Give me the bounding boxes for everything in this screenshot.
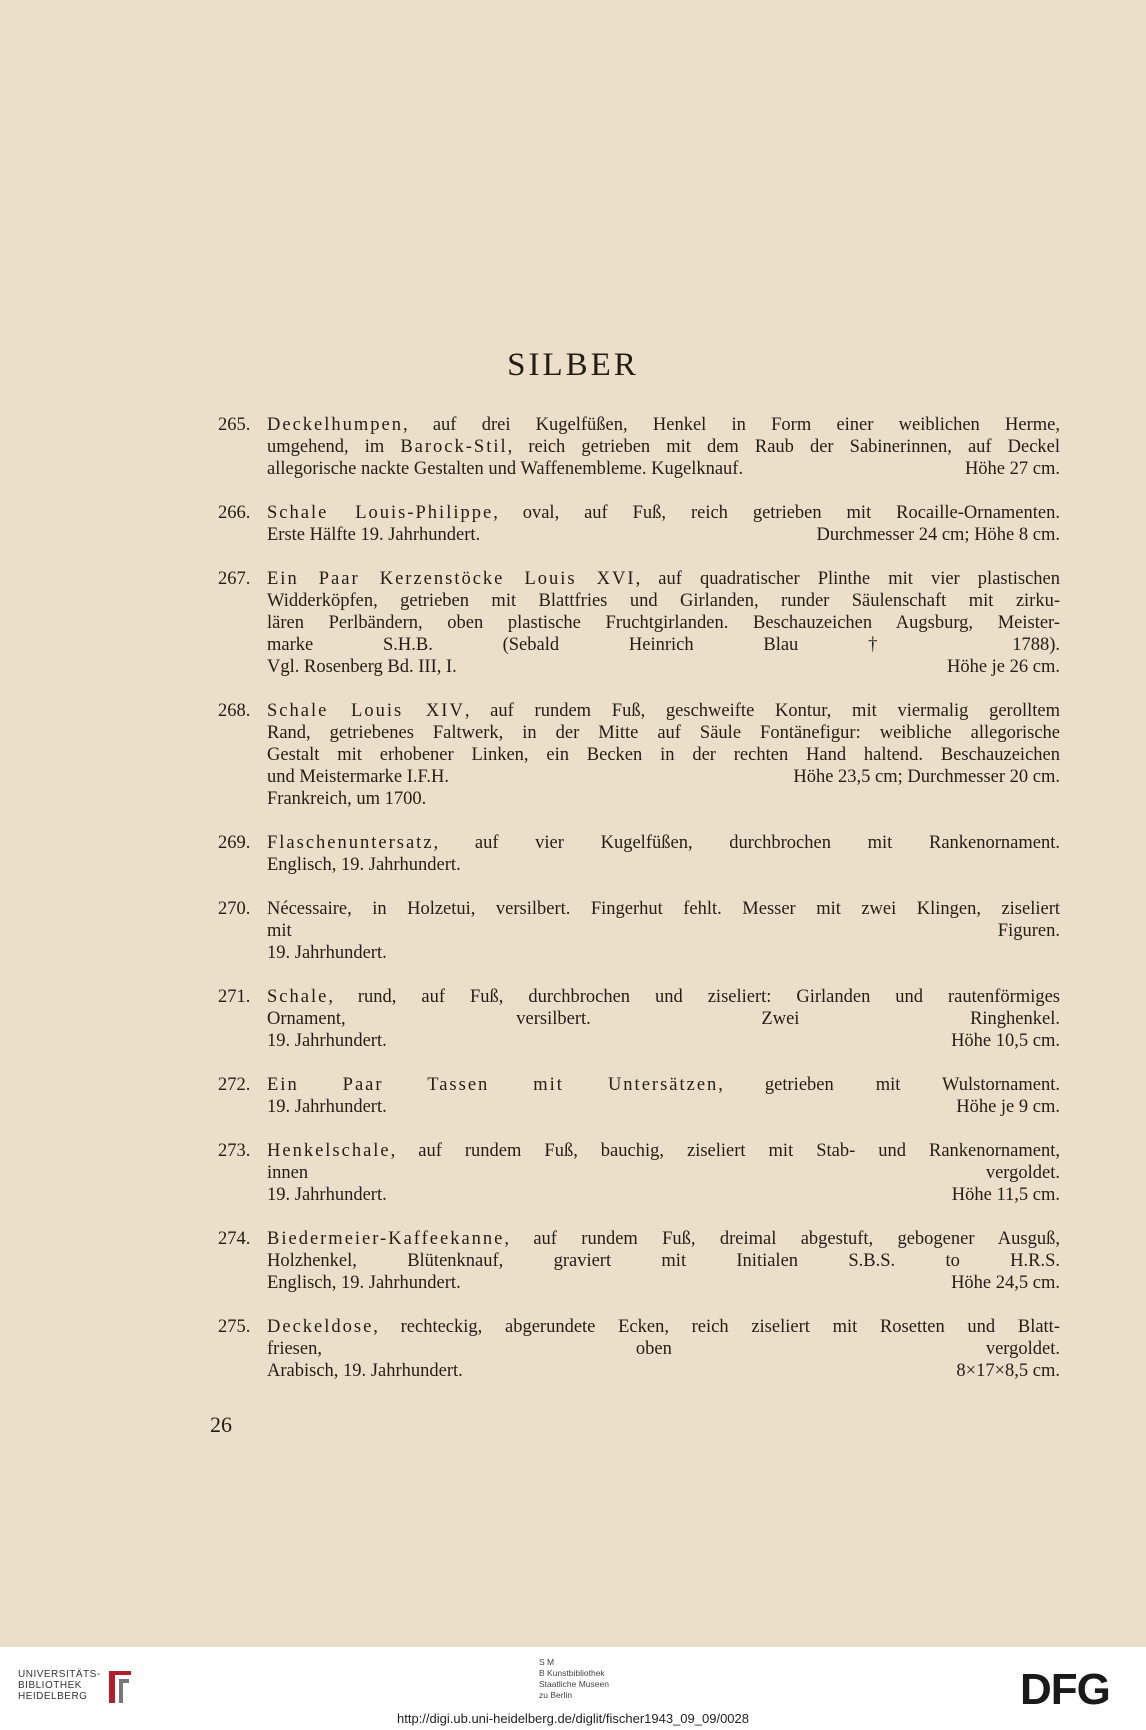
entry-dimensions: Höhe 10,5 cm. bbox=[951, 1031, 1060, 1051]
entry-line: friesen, oben vergoldet. bbox=[267, 1339, 1060, 1359]
entry-origin-text: allegorische nackte Gestalten und Waffenembleme. Kugelknauf. bbox=[267, 459, 744, 479]
catalog-entry bbox=[218, 414, 1060, 480]
entry-origin-text: 19. Jahrhundert. bbox=[267, 1031, 387, 1051]
entry-line: Deckelhumpen, auf drei Kugelfüßen, Henkel in Form einer weiblichen Herme, bbox=[267, 415, 1060, 435]
entry-origin-text: Englisch, 19. Jahrhundert. bbox=[267, 1273, 461, 1293]
entry-body bbox=[267, 1316, 1060, 1382]
entry-dimensions: Durchmesser 24 cm; Höhe 8 cm. bbox=[816, 525, 1060, 545]
smb-label bbox=[539, 1657, 609, 1701]
entry-number: 270. bbox=[218, 899, 251, 919]
entry-line: 19. Jahrhundert. bbox=[267, 943, 387, 963]
entry-title: Deckelhumpen bbox=[267, 415, 403, 435]
entry-origin-text: und Meistermarke I.F.H. bbox=[267, 767, 449, 787]
entry-line: umgehend, im Barock-Stil, reich getrieben mit dem Raub der Sabinerinnen, auf Deckel bbox=[267, 437, 1061, 457]
entry-line: Englisch, 19. Jahrhundert. bbox=[267, 855, 461, 875]
dfg-logo: DFG bbox=[1020, 1665, 1110, 1714]
entry-dimensions: Höhe 24,5 cm. bbox=[951, 1273, 1060, 1293]
entry-body bbox=[267, 832, 1060, 876]
entry-line: Nécessaire, in Holzetui, versilbert. Fingerhut fehlt. Messer mit zwei Klingen, ziseliert bbox=[267, 899, 1060, 919]
catalog-entry bbox=[218, 568, 1060, 678]
entry-line: Gestalt mit erhobener Linken, ein Becken in der rechten Hand haltend. Beschauzeichen bbox=[267, 745, 1060, 765]
entry-dimensions: Höhe je 9 cm. bbox=[956, 1097, 1060, 1117]
entry-line: Holzhenkel, Blütenknauf, graviert mit Initialen S.B.S. to H.R.S. bbox=[267, 1251, 1060, 1271]
entry-title: Schale Louis-Philippe bbox=[267, 503, 494, 523]
entry-body bbox=[267, 1074, 1060, 1118]
entry-line-with-dimensions bbox=[267, 1096, 1060, 1118]
entry-line: innen vergoldet. bbox=[267, 1163, 1060, 1183]
entry-number: 265. bbox=[218, 415, 251, 435]
entry-title: Henkelschale bbox=[267, 1141, 391, 1161]
entry-body bbox=[267, 502, 1060, 546]
entry-line-with-dimensions bbox=[267, 1272, 1060, 1294]
ub-logo-icon bbox=[105, 1667, 135, 1707]
entry-number: 268. bbox=[218, 701, 251, 721]
ub-line-2: BIBLIOTHEK bbox=[18, 1680, 82, 1691]
entry-line: Frankreich, um 1700. bbox=[267, 789, 427, 809]
entry-number: 272. bbox=[218, 1075, 251, 1095]
entry-body bbox=[267, 700, 1060, 810]
entry-title: Ein Paar Kerzenstöcke Louis XVI bbox=[267, 569, 636, 589]
entry-line: Ein Paar Kerzenstöcke Louis XVI, auf quadratischer Plinthe mit vier plastischen bbox=[267, 569, 1061, 589]
entry-line-with-dimensions bbox=[267, 458, 1060, 480]
catalog-entries bbox=[218, 414, 1060, 1404]
entry-origin-text: Erste Hälfte 19. Jahrhundert. bbox=[267, 525, 481, 545]
entry-line: Biedermeier-Kaffeekanne, auf rundem Fuß, dreimal abgestuft, gebogener Ausguß, bbox=[267, 1229, 1060, 1249]
entry-dimensions: Höhe je 26 cm. bbox=[946, 657, 1060, 677]
catalog-entry bbox=[218, 1074, 1060, 1118]
entry-dimensions: Höhe 11,5 cm. bbox=[951, 1185, 1060, 1205]
entry-line: Rand, getriebenes Faltwerk, in der Mitte auf Säule Fontänefigur: weibliche allegorische bbox=[267, 723, 1060, 743]
entry-origin-text: 19. Jahrhundert. bbox=[267, 1185, 387, 1205]
entry-body bbox=[267, 414, 1060, 480]
entry-line: marke S.H.B. (Sebald Heinrich Blau † 1788). bbox=[267, 635, 1060, 655]
entry-title: Schale Louis XIV bbox=[267, 701, 465, 721]
smb-line-4: zu Berlin bbox=[539, 1690, 573, 1700]
entry-line-with-dimensions bbox=[267, 1030, 1060, 1052]
entry-title: Flaschenuntersatz bbox=[267, 833, 434, 853]
entry-origin-text: 19. Jahrhundert. bbox=[267, 1097, 387, 1117]
entry-number: 271. bbox=[218, 987, 251, 1007]
entry-title: Schale bbox=[267, 987, 329, 1007]
entry-number: 274. bbox=[218, 1229, 251, 1249]
ub-heidelberg-label bbox=[18, 1669, 101, 1702]
section-heading: SILBER bbox=[507, 347, 639, 383]
entry-number: 266. bbox=[218, 503, 251, 523]
catalog-entry bbox=[218, 1228, 1060, 1294]
entry-body bbox=[267, 1140, 1060, 1206]
catalog-entry bbox=[218, 700, 1060, 810]
entry-number: 267. bbox=[218, 569, 251, 589]
entry-line: mit Figuren. bbox=[267, 921, 1060, 941]
entry-line: Widderköpfen, getrieben mit Blattfries und Girlanden, runder Säulenschaft mit zirku- bbox=[267, 591, 1060, 611]
entry-body bbox=[267, 986, 1060, 1052]
catalog-entry bbox=[218, 1140, 1060, 1206]
page-number: 26 bbox=[210, 1412, 232, 1437]
entry-line: Ornament, versilbert. Zwei Ringhenkel. bbox=[267, 1009, 1060, 1029]
entry-origin-text: Arabisch, 19. Jahrhundert. bbox=[267, 1361, 463, 1381]
entry-dimensions: 8×17×8,5 cm. bbox=[956, 1361, 1060, 1381]
entry-line: lären Perlbändern, oben plastische Fruchtgirlanden. Beschauzeichen Augsburg, Meister- bbox=[267, 613, 1060, 633]
entry-line: Flaschenuntersatz, auf vier Kugelfüßen, durchbrochen mit Rankenornament. bbox=[267, 833, 1060, 853]
entry-line-with-dimensions bbox=[267, 524, 1060, 546]
catalog-entry bbox=[218, 898, 1060, 964]
entry-body bbox=[267, 568, 1060, 678]
ub-line-3: HEIDELBERG bbox=[18, 1691, 88, 1702]
entry-line-with-dimensions bbox=[267, 656, 1060, 678]
catalog-entry bbox=[218, 502, 1060, 546]
entry-body bbox=[267, 1228, 1060, 1294]
entry-dimensions: Höhe 23,5 cm; Durchmesser 20 cm. bbox=[793, 767, 1060, 787]
entry-origin-text: Vgl. Rosenberg Bd. III, I. bbox=[267, 657, 457, 677]
entry-line-with-dimensions bbox=[267, 766, 1060, 788]
catalog-entry bbox=[218, 986, 1060, 1052]
entry-dimensions: Höhe 27 cm. bbox=[964, 459, 1060, 479]
entry-number: 273. bbox=[218, 1141, 251, 1161]
ub-line-1: UNIVERSITÄTS- bbox=[18, 1669, 101, 1680]
entry-body bbox=[267, 898, 1060, 964]
smb-line-3: Staatliche Museen bbox=[539, 1679, 609, 1689]
smb-line-2: B Kunstbibliothek bbox=[539, 1668, 605, 1678]
entry-number: 269. bbox=[218, 833, 251, 853]
entry-line: Schale, rund, auf Fuß, durchbrochen und ziseliert: Girlanden und rautenförmiges bbox=[267, 987, 1060, 1007]
source-url-link[interactable]: http://digi.ub.uni-heidelberg.de/diglit/fischer1943_09_09/0028 bbox=[397, 1711, 749, 1726]
catalog-entry bbox=[218, 832, 1060, 876]
entry-line: Henkelschale, auf rundem Fuß, bauchig, ziseliert mit Stab- und Rankenornament, bbox=[267, 1141, 1060, 1161]
entry-line: Deckeldose, rechteckig, abgerundete Ecken, reich ziseliert mit Rosetten und Blatt- bbox=[267, 1317, 1060, 1337]
catalog-entry bbox=[218, 1316, 1060, 1382]
entry-title: Barock-Stil bbox=[400, 437, 508, 457]
entry-title: Deckeldose bbox=[267, 1317, 374, 1337]
entry-line-with-dimensions bbox=[267, 1184, 1060, 1206]
entry-title: Ein Paar Tassen mit Untersätzen bbox=[267, 1075, 719, 1095]
entry-title: Biedermeier-Kaffeekanne bbox=[267, 1229, 505, 1249]
entry-number: 275. bbox=[218, 1317, 251, 1337]
smb-line-1: S M bbox=[539, 1657, 555, 1667]
entry-line: Ein Paar Tassen mit Untersätzen, getrieben mit Wulstornament. bbox=[267, 1075, 1060, 1095]
entry-line-with-dimensions bbox=[267, 1360, 1060, 1382]
entry-line: Schale Louis XIV, auf rundem Fuß, geschweifte Kontur, mit viermalig gerolltem bbox=[267, 701, 1060, 721]
footer-bar bbox=[0, 1647, 1146, 1730]
entry-line: Schale Louis-Philippe, oval, auf Fuß, reich getrieben mit Rocaille-Ornamenten. bbox=[267, 503, 1060, 523]
